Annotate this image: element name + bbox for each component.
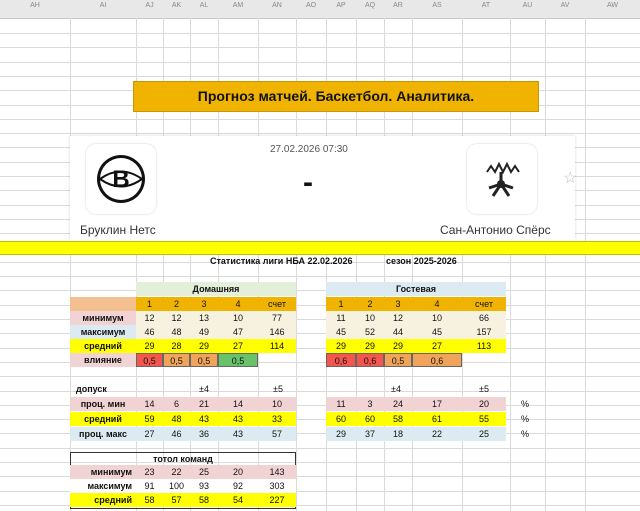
home-quarter-header: счет [258,297,296,311]
column-header-au[interactable]: AU [522,2,533,9]
page-title-banner: Прогноз матчей. Баскетбол. Аналитика. [133,81,539,112]
away-pct-value: 60 [326,412,356,426]
away-pct-value: 61 [412,412,462,426]
column-header-am[interactable]: AM [232,2,244,9]
grid-hline [0,62,640,63]
away-pct-value: 55 [462,412,506,426]
column-header-an[interactable]: AN [272,2,282,9]
grid-hline [0,47,640,48]
totals-value: 57 [163,493,190,507]
totals-value: 303 [258,479,296,493]
totals-title: тотол команд [153,454,213,464]
home-value: 0,5 [190,353,218,367]
away-pct-value: 60 [356,412,384,426]
away-pct-value: 18 [384,427,412,441]
percent-unit: % [520,429,529,439]
away-value: 27 [412,339,462,353]
home-pct-value: 36 [190,427,218,441]
totals-value: 92 [218,479,258,493]
home-value: 27 [218,339,258,353]
home-pct-value: 48 [163,412,190,426]
away-tolerance-quarters: ±4 [391,384,401,394]
row-label-1: максимум [70,325,136,339]
home-pct-value: 43 [190,412,218,426]
column-header-ai[interactable]: AI [99,2,107,9]
home-pct-value: 59 [136,412,163,426]
home-team-name: Бруклин Нетс [80,223,156,237]
separator-band [0,241,640,255]
row-label-2: средний [70,339,136,353]
totals-value: 227 [258,493,296,507]
away-quarter-header: 2 [356,297,384,311]
home-value: 10 [218,311,258,325]
away-value: 0,5 [384,353,412,367]
home-pct-value: 14 [218,397,258,411]
home-quarter-header: 1 [136,297,163,311]
column-header-ao[interactable]: AO [305,2,317,9]
away-value: 0,6 [326,353,356,367]
away-header: Гостевая [326,282,506,296]
home-pct-value: 46 [163,427,190,441]
away-value: 157 [462,325,506,339]
home-value: 0,5 [136,353,163,367]
totals-value: 54 [218,493,258,507]
column-header-al[interactable]: AL [199,2,209,9]
column-header-ar[interactable]: AR [393,2,403,9]
away-value: 66 [462,311,506,325]
away-pct-value: 20 [462,397,506,411]
totals-value: 143 [258,465,296,479]
away-quarter-header: 4 [412,297,462,311]
totals-row-label-1: максимум [70,479,136,493]
spurs-logo-icon [467,144,537,214]
away-value: 11 [326,311,356,325]
column-header-at[interactable]: AT [481,2,491,9]
home-value: 47 [218,325,258,339]
home-logo-letter: B [112,166,130,193]
grid-hline [0,448,640,449]
away-pct-value: 17 [412,397,462,411]
away-team-logo [467,144,537,214]
home-value: 114 [258,339,296,353]
away-pct-value: 37 [356,427,384,441]
column-header-aj[interactable]: AJ [145,2,154,9]
totals-value: 58 [136,493,163,507]
away-pct-value: 29 [326,427,356,441]
away-value: 29 [384,339,412,353]
away-pct-value: 24 [384,397,412,411]
home-value: 29 [136,339,163,353]
home-header: Домашняя [136,282,296,296]
totals-value: 23 [136,465,163,479]
home-value: 146 [258,325,296,339]
home-pct-value: 43 [218,427,258,441]
away-value: 0,6 [412,353,462,367]
grid-hline [0,133,640,134]
totals-value: 100 [163,479,190,493]
home-value: 0,5 [163,353,190,367]
away-value: 45 [412,325,462,339]
away-value: 10 [412,311,462,325]
grid-hline [0,33,640,34]
away-tolerance-score: ±5 [479,384,489,394]
column-header-as[interactable]: AS [432,2,442,9]
away-value: 52 [356,325,384,339]
percent-unit: % [520,414,529,424]
totals-value: 22 [163,465,190,479]
home-pct-value: 14 [136,397,163,411]
away-value: 12 [384,311,412,325]
home-quarter-header: 4 [218,297,258,311]
away-value: 29 [326,339,356,353]
header-label-cell [70,297,136,311]
home-pct-value: 57 [258,427,296,441]
season-label: сезон 2025-2026 [386,256,457,266]
home-value: 0,5 [218,353,258,367]
grid-hline [0,290,640,291]
home-pct-value: 21 [190,397,218,411]
away-pct-value: 22 [412,427,462,441]
pct-row-label-1: средний [70,412,136,426]
home-tolerance-score: ±5 [273,384,283,394]
home-value: 12 [163,311,190,325]
nets-logo-icon [86,144,156,214]
away-value: 29 [356,339,384,353]
home-value: 28 [163,339,190,353]
home-value: 12 [136,311,163,325]
match-datetime: 27.02.2026 07:30 [270,144,348,155]
away-pct-value: 58 [384,412,412,426]
home-value: 46 [136,325,163,339]
away-team-name: Сан-Антонио Спёрс [440,223,551,237]
pct-row-label-2: проц. макс [70,427,136,441]
totals-row-label-2: средний [70,493,136,507]
totals-value: 91 [136,479,163,493]
away-pct-value: 25 [462,427,506,441]
row-label-0: минимум [70,311,136,325]
away-value: 0,6 [356,353,384,367]
home-value: 77 [258,311,296,325]
home-pct-value: 10 [258,397,296,411]
home-pct-value: 6 [163,397,190,411]
away-quarter-header: 1 [326,297,356,311]
totals-value: 58 [190,493,218,507]
away-quarter-header: 3 [384,297,412,311]
grid-hline [0,119,640,120]
totals-value: 25 [190,465,218,479]
away-value: 10 [356,311,384,325]
column-header-ap[interactable]: AP [336,2,346,9]
home-pct-value: 43 [218,412,258,426]
home-team-logo [86,144,156,214]
away-value: 44 [384,325,412,339]
home-quarter-header: 3 [190,297,218,311]
home-tolerance-quarters: ±4 [199,384,209,394]
column-header-aw[interactable]: AW [606,2,619,9]
grid-hline [0,376,640,377]
home-value: 48 [163,325,190,339]
away-pct-value: 3 [356,397,384,411]
totals-value: 93 [190,479,218,493]
grid-vline [545,18,546,511]
away-pct-value: 11 [326,397,356,411]
home-pct-value: 33 [258,412,296,426]
percent-unit: % [520,399,529,409]
away-value: 45 [326,325,356,339]
grid-hline [0,76,640,77]
column-header-aq[interactable]: AQ [364,2,376,9]
favorite-star-icon[interactable]: ☆ [563,170,578,187]
totals-row-label-0: минимум [70,465,136,479]
totals-value: 20 [218,465,258,479]
pct-row-label-0: проц. мин [70,397,136,411]
match-score: - [303,166,313,199]
match-card [70,136,578,241]
grid-hline [0,276,640,277]
home-pct-value: 27 [136,427,163,441]
column-header-ah[interactable]: AH [30,2,40,9]
grid-vline [585,18,586,511]
column-header-av[interactable]: AV [560,2,570,9]
home-value: 29 [190,339,218,353]
stats-title: Статистика лиги НБА 22.02.2026 [210,256,353,266]
home-value: 13 [190,311,218,325]
row-label-3: влияние [70,353,136,367]
tolerance-label: допуск [76,384,107,394]
away-quarter-header: счет [462,297,506,311]
away-value: 113 [462,339,506,353]
home-quarter-header: 2 [163,297,190,311]
column-header-ak[interactable]: AK [171,2,182,9]
home-value: 49 [190,325,218,339]
column-header-bar [0,0,640,19]
